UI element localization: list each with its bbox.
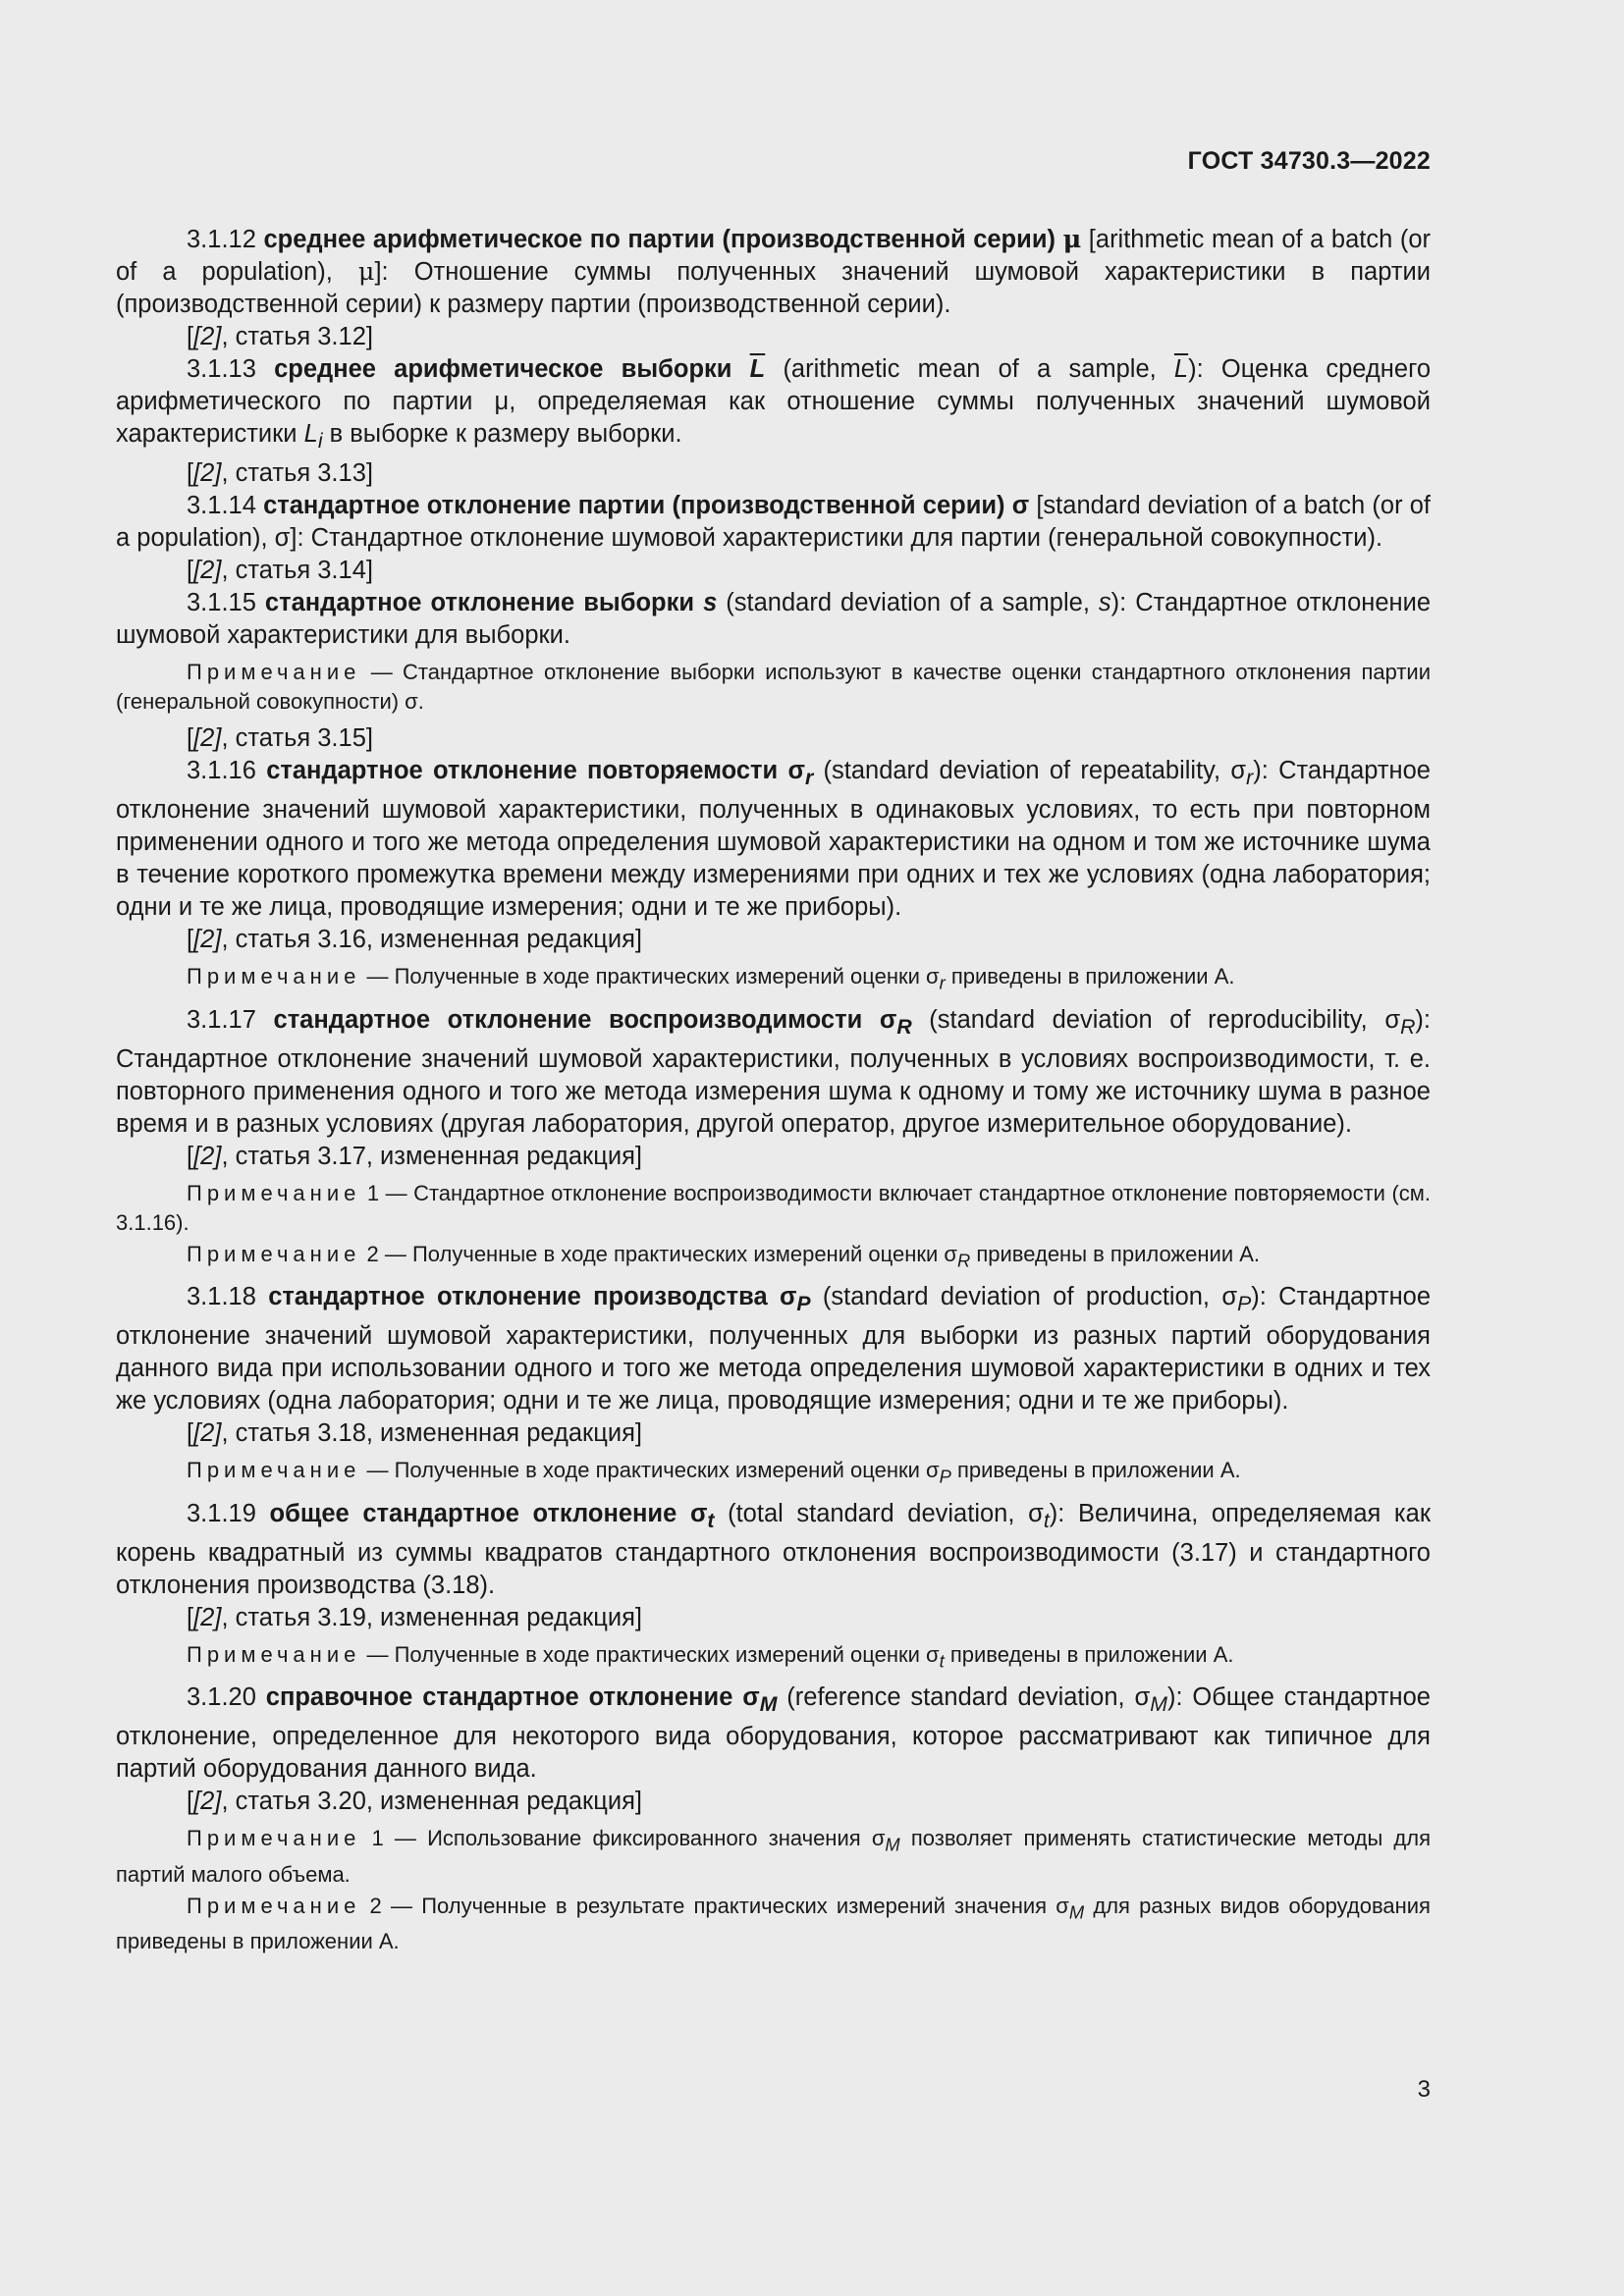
- note: Примечание 1 — Использование фиксированного значения $\sigma_M$ позволяет применять статистические методы для партий малого объема.: [116, 1826, 1431, 1887]
- definition-3-1-19: 3.1.19 общее стандартное отклонение $\sigma_t$ (total standard deviation, $\sigma_t$): Величина, определяемая как корень квадратный из суммы квадратов стандартного отклонения воспроизводимости (3.17) и стандартного отклонения производства (3.18).: [116, 1499, 1431, 1599]
- term: общее стандартное отклонение: [269, 1499, 677, 1527]
- term: стандартное отклонение производства: [268, 1283, 768, 1311]
- definition-3-1-20: 3.1.20 справочное стандартное отклонение $\sigma_M$ (reference standard deviation, $\sigma_M$): Общее стандартное отклонение, определенное для некоторого вида оборудования, которое рассматривают как типичное для партий оборудования данного вида.: [116, 1683, 1431, 1784]
- definition-3-1-13: 3.1.13 среднее арифметическое выборки $\overline{L}$ (arithmetic mean of a sample, $\overline{L}$): Оценка среднего арифметического по партии μ, определяемая как отношение суммы полученных значений шумовой характеристики $L_i$ в выборке к размеру выборки.: [116, 355, 1431, 454]
- term-symbol: $\overline{L}$: [749, 355, 766, 383]
- note: Примечание 2 — Полученные в результате практических измерений значения $\sigma_M$ для разных видов оборудования приведены в приложении А.: [116, 1893, 1431, 1953]
- definition-3-1-14: 3.1.14 стандартное отклонение партии (производственной серии) σ [standard deviation of a batch (or of a population), σ]: Стандартное отклонение шумовой характеристики для партии (генеральной совокупности).: [116, 492, 1432, 553]
- term: среднее арифметическое выборки: [274, 355, 732, 383]
- note: Примечание 1 — Стандартное отклонение воспроизводимости включает стандартное отклонение повторяемости (см. 3.1.16).: [116, 1180, 1432, 1235]
- term: стандартное отклонение выборки: [264, 589, 695, 617]
- note: Примечание — Полученные в ходе практических измерений оценки $\sigma_P$ приведены в приложении А.: [187, 1458, 1241, 1487]
- note-label: Примечание: [187, 1180, 361, 1205]
- term-symbol: $\sigma_M$: [742, 1683, 778, 1717]
- note-label: Примечание: [187, 964, 361, 989]
- source-reference: [[2], статья 3.20, измененная редакция]: [187, 1788, 642, 1816]
- definition-3-1-18: 3.1.18 стандартное отклонение производства $\sigma_P$ (standard deviation of production, $\sigma_P$): Стандартное отклонение значений шумовой характеристики, полученных для выборки из разных партий оборудования данного вида при использовании одного и того же метода определения шумовой характеристики в одних и тех же условиях (одна лаборатория; одни и те же лица, проводящие измерения; одни и те же приборы).: [116, 1283, 1432, 1415]
- source-reference: [[2], статья 3.15]: [187, 724, 373, 753]
- note: Примечание 2 — Полученные в ходе практических измерений оценки $\sigma_R$ приведены в приложении А.: [187, 1241, 1261, 1271]
- term-symbol: $\sigma_P$: [779, 1283, 811, 1316]
- source-reference: [[2], статья 3.13]: [187, 459, 373, 488]
- source-reference: [[2], статья 3.14]: [187, 557, 373, 585]
- term-symbol: s: [703, 589, 718, 617]
- term-symbol: $\sigma_R$: [879, 1005, 912, 1039]
- note-label: Примечание: [187, 1241, 361, 1266]
- term: стандартное отклонение воспроизводимости: [273, 1005, 863, 1034]
- term-symbol: $\sigma_r$: [787, 757, 814, 790]
- term-symbol: σ: [1011, 492, 1030, 520]
- page-number: 3: [1417, 2076, 1431, 2103]
- standard-code-header: ГОСТ 34730.3—2022: [1187, 147, 1431, 175]
- definition-3-1-17: 3.1.17 стандартное отклонение воспроизводимости $\sigma_R$ (standard deviation of reproducibility, $\sigma_R$): Стандартное отклонение значений шумовой характеристики, полученных в условиях воспроизводимости, т. е. повторного применения одного и того же метода измерения шума к одному и тому же источнику шума в разное время и в разных условиях (другая лаборатория, другой оператор, другое измерительное оборудование).: [116, 1005, 1431, 1138]
- note-label: Примечание: [187, 1458, 361, 1483]
- note-label: Примечание: [187, 1641, 361, 1667]
- source-reference: [[2], статья 3.16, измененная редакция]: [187, 926, 642, 954]
- source-reference: [[2], статья 3.19, измененная редакция]: [187, 1603, 642, 1631]
- note-label: Примечание: [187, 1826, 361, 1851]
- note: Примечание — Полученные в ходе практических измерений оценки $\sigma_t$ приведены в приложении А.: [187, 1641, 1234, 1672]
- term: стандартное отклонение повторяемости: [266, 757, 779, 785]
- note: Примечание — Стандартное отклонение выборки используют в качестве оценки стандартного отклонения партии (генеральной совокупности) σ.: [116, 660, 1431, 715]
- term-symbol: $\sigma_t$: [689, 1499, 715, 1532]
- note-label: Примечание: [187, 1893, 361, 1918]
- source-reference: [[2], статья 3.17, измененная редакция]: [187, 1142, 642, 1170]
- term: среднее арифметическое по партии (производственной серии): [263, 226, 1056, 253]
- note: Примечание — Полученные в ходе практических измерений оценки $\sigma_r$ приведены в приложении А.: [187, 964, 1235, 993]
- source-reference: [[2], статья 3.18, измененная редакция]: [187, 1419, 642, 1448]
- document-body: [116, 224, 1431, 1962]
- definition-3-1-15: 3.1.15 стандартное отклонение выборки s (standard deviation of a sample, s): Стандартное отклонение шумовой характеристики для выборки.: [116, 589, 1432, 650]
- definition-3-1-12: 3.1.12 среднее арифметическое по партии (производственной серии) μ [arithmetic mean of a batch (or of a population), μ]: Отношение суммы полученных значений шумовой характеристики в партии (производственной серии) к размеру партии (производственной серии).: [116, 225, 1432, 318]
- definition-3-1-16: 3.1.16 стандартное отклонение повторяемости $\sigma_r$ (standard deviation of repeatability, $\sigma_r$): Стандартное отклонение значений шумовой характеристики, полученных в одинаковых условиях, то есть при повторном применении одного и того же метода определения шумовой характеристики на одном и том же источнике шума в течение короткого промежутка времени между измерениями при одних и тех же условиях (одна лаборатория; одни и те же лица, проводящие измерения; одни и те же приборы).: [116, 757, 1431, 922]
- term: стандартное отклонение партии (производственной серии): [263, 492, 1005, 520]
- source-reference: [[2], статья 3.12]: [187, 323, 373, 350]
- term: справочное стандартное отклонение: [265, 1683, 733, 1712]
- term-symbol: μ: [1062, 225, 1082, 254]
- note-label: Примечание: [187, 660, 361, 685]
